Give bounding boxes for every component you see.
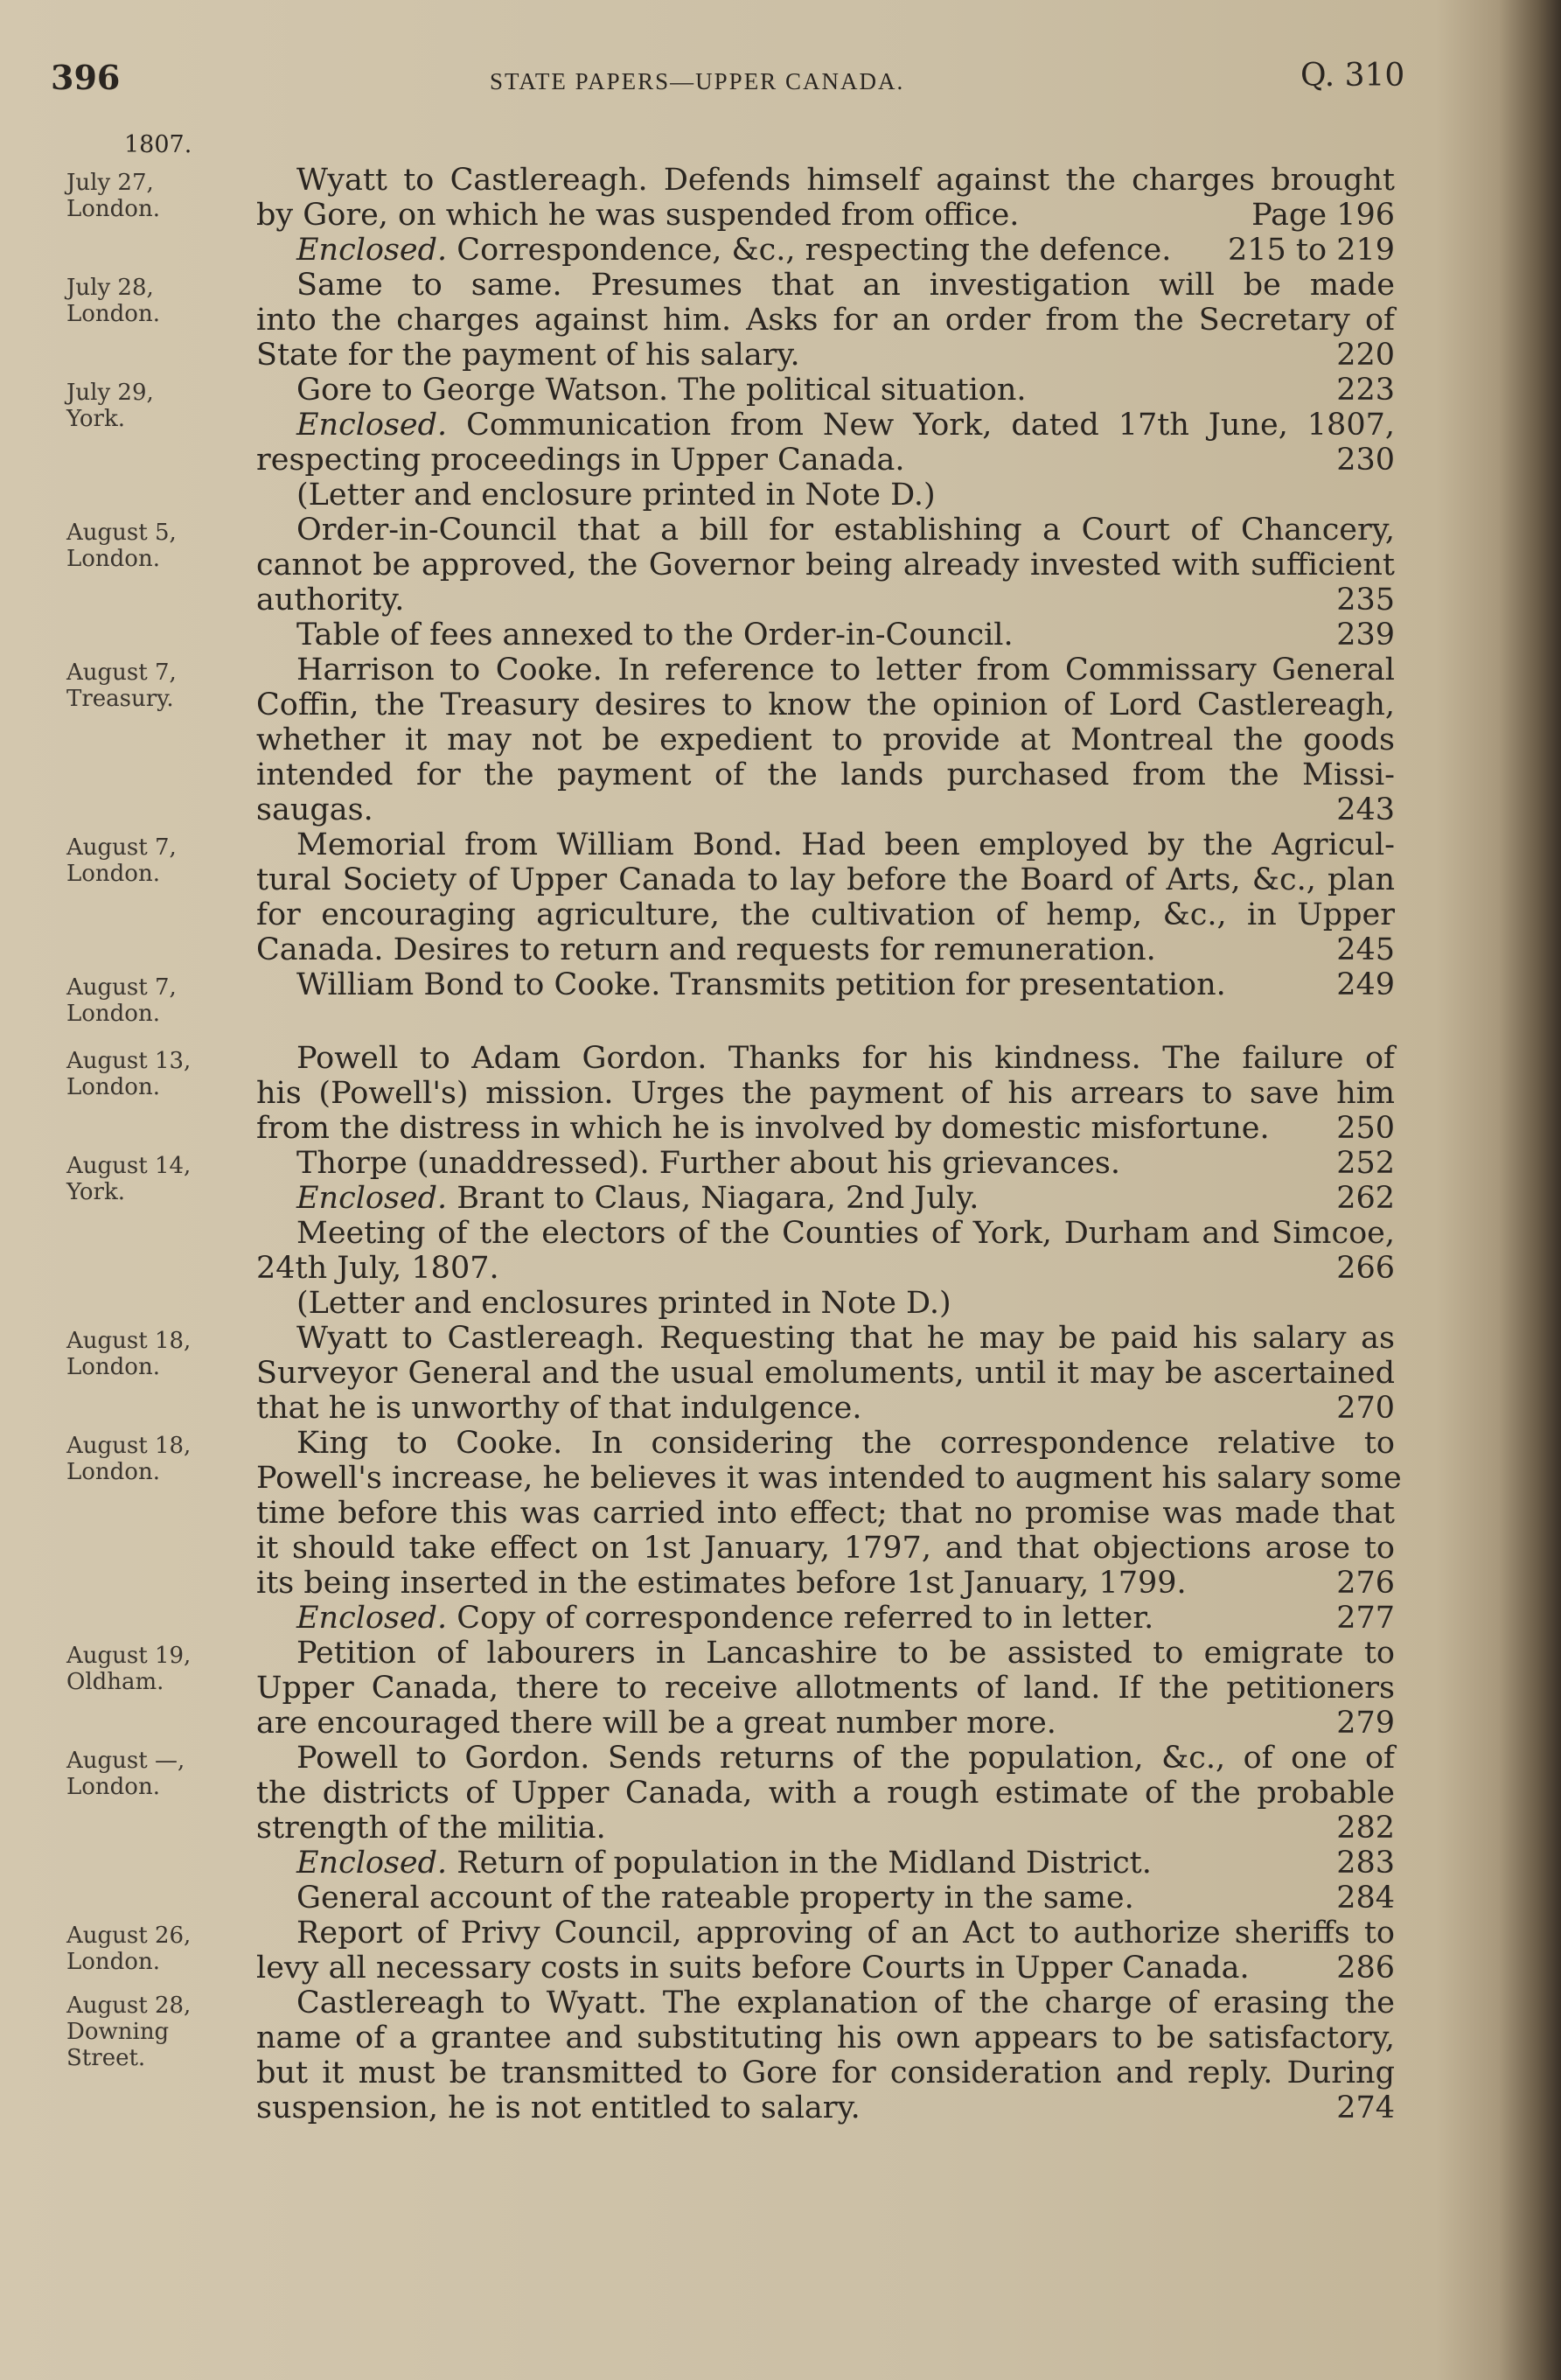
entry-date-place xyxy=(66,1328,228,1380)
entry-text xyxy=(256,1741,1395,1916)
text-line: Memorial from William Bond. Had been employed by the Agricul- xyxy=(296,827,1395,862)
text-line: by Gore, on which he was suspended from office. Page 196 xyxy=(256,198,1395,233)
entry-text xyxy=(256,1321,1395,1426)
page-reference: 220 xyxy=(1336,338,1395,373)
entry-date: August 19, xyxy=(66,1643,192,1669)
text-line: Gore to George Watson. The political situation. 223 xyxy=(296,373,1395,408)
calendar-entry xyxy=(0,1041,1561,1146)
entry-date: July 27, xyxy=(66,170,154,196)
text-line: Upper Canada, there to receive allotments of land. If the petitioners xyxy=(256,1671,1395,1706)
enclosed-label: Enclosed. xyxy=(296,233,448,268)
enclosed-label: Enclosed. xyxy=(296,408,448,443)
page-reference: 252 xyxy=(1336,1146,1395,1181)
entry-place: London. xyxy=(66,301,160,327)
entry-date-place xyxy=(66,834,228,887)
entry-place: London. xyxy=(66,546,160,572)
text-line: cannot be approved, the Governor being already invested with sufficient xyxy=(256,548,1395,583)
page-number: 396 xyxy=(51,58,121,97)
entry-text xyxy=(256,1636,1395,1741)
text-line: respecting proceedings in Upper Canada. 230 xyxy=(256,443,1395,478)
entry-place: London. xyxy=(66,1774,160,1800)
entry-place: London. xyxy=(66,861,160,887)
entry-date: August 18, xyxy=(66,1328,192,1354)
page-reference: 276 xyxy=(1336,1566,1395,1601)
text-line: (Letter and enclosures printed in Note D.) xyxy=(296,1286,951,1321)
text-line: for encouraging agriculture, the cultivation of hemp, &c., in Upper xyxy=(256,897,1395,932)
entry-text xyxy=(256,163,1395,268)
text-line: Enclosed. Correspondence, &c., respecting the defence. 215 to 219 xyxy=(296,233,1395,268)
entry-place: London. xyxy=(66,1354,160,1380)
entry-text xyxy=(256,827,1395,967)
text-line: its being inserted in the estimates before 1st January, 1799. 276 xyxy=(256,1566,1395,1601)
running-head: STATE PAPERS—UPPER CANADA. xyxy=(490,68,905,94)
entry-date: August 18, xyxy=(66,1433,192,1459)
entry-text xyxy=(256,653,1395,827)
calendar-entry xyxy=(0,1986,1561,2125)
text-line: Order-in-Council that a bill for establishing a Court of Chancery, xyxy=(296,513,1395,548)
document-reference: Q. 310 xyxy=(1300,58,1405,94)
entry-date-place xyxy=(66,1048,228,1100)
calendar-entry xyxy=(0,1426,1561,1636)
text-line: 24th July, 1807. 266 xyxy=(256,1251,1395,1286)
entry-date: July 29, xyxy=(66,380,154,406)
entry-date-place xyxy=(66,974,228,1027)
text-line: Wyatt to Castlereagh. Defends himself against the charges brought xyxy=(296,163,1395,198)
entry-date-place xyxy=(66,1643,228,1695)
entry-date-place xyxy=(66,1993,228,2071)
enclosed-label: Enclosed. xyxy=(296,1846,448,1881)
page-reference: 283 xyxy=(1336,1846,1395,1881)
calendar-entry xyxy=(0,1916,1561,1986)
entry-date-place xyxy=(66,380,228,432)
entry-text xyxy=(256,1041,1395,1146)
entry-text xyxy=(256,1986,1395,2125)
entry-place: Downing Street. xyxy=(66,2019,170,2071)
text-line: saugas. 243 xyxy=(256,792,1395,827)
entry-date: August 7, xyxy=(66,834,177,861)
entry-date-place xyxy=(66,1748,228,1800)
page-reference: 266 xyxy=(1336,1251,1395,1286)
text-line: Enclosed. Copy of correspondence referred to in letter. 277 xyxy=(296,1601,1395,1636)
text-line: Harrison to Cooke. In reference to letter from Commissary General xyxy=(296,653,1395,687)
entry-place: London. xyxy=(66,196,160,222)
text-line: strength of the militia. 282 xyxy=(256,1811,1395,1846)
entry-place: York. xyxy=(66,1179,126,1205)
entry-date-place xyxy=(66,660,228,712)
entry-date: August 7, xyxy=(66,974,177,1001)
page-reference: 279 xyxy=(1336,1706,1395,1741)
text-line: but it must be transmitted to Gore for consideration and reply. During xyxy=(256,2055,1395,2090)
text-line: Castlereagh to Wyatt. The explanation of the charge of erasing the xyxy=(296,1986,1395,2021)
text-line: intended for the payment of the lands purchased from the Missi- xyxy=(256,757,1395,792)
entry-text xyxy=(256,1426,1402,1636)
page-reference: 223 xyxy=(1336,373,1395,408)
entry-gap xyxy=(0,1002,1561,1041)
entry-date-place xyxy=(66,170,228,222)
text-line: Powell's increase, he believes it was intended to augment his salary some xyxy=(256,1461,1402,1496)
page-reference: 235 xyxy=(1336,583,1395,618)
text-line: it should take effect on 1st January, 1797, and that objections arose to xyxy=(256,1531,1395,1566)
entry-date-place xyxy=(66,275,228,327)
enclosed-label: Enclosed. xyxy=(296,1601,448,1636)
page-reference: 270 xyxy=(1336,1391,1395,1426)
text-line: into the charges against him. Asks for an order from the Secretary of xyxy=(256,303,1395,338)
text-line: Enclosed. Return of population in the Midland District. 283 xyxy=(296,1846,1395,1881)
text-line: authority. 235 xyxy=(256,583,1395,618)
entry-date: August 5, xyxy=(66,520,177,546)
calendar-entry xyxy=(0,268,1561,373)
text-line: Canada. Desires to return and requests for remuneration. 245 xyxy=(256,932,1395,967)
text-line: Powell to Gordon. Sends returns of the population, &c., of one of xyxy=(296,1741,1395,1776)
page-reference: Page 196 xyxy=(1251,198,1395,233)
entry-text xyxy=(256,1916,1395,1986)
page-reference: 215 to 219 xyxy=(1228,233,1395,268)
entry-date: August 28, xyxy=(66,1993,192,2019)
entry-date-place xyxy=(66,1923,228,1975)
entry-date: August —, xyxy=(66,1748,185,1774)
entry-date: July 28, xyxy=(66,275,154,301)
entry-date: August 26, xyxy=(66,1923,192,1949)
enclosed-label: Enclosed. xyxy=(296,1181,448,1216)
entry-place: London. xyxy=(66,1949,160,1975)
text-line: Surveyor General and the usual emoluments, until it may be ascertained xyxy=(256,1356,1395,1391)
text-line: from the distress in which he is involved by domestic misfortune. 250 xyxy=(256,1111,1395,1146)
page-reference: 262 xyxy=(1336,1181,1395,1216)
page-reference: 282 xyxy=(1336,1811,1395,1846)
text-line: Wyatt to Castlereagh. Requesting that he may be paid his salary as xyxy=(296,1321,1395,1356)
entry-place: London. xyxy=(66,1074,160,1100)
entry-place: London. xyxy=(66,1001,160,1027)
page-header xyxy=(0,58,1561,110)
text-line: time before this was carried into effect; that no promise was made that xyxy=(256,1496,1395,1531)
text-line: tural Society of Upper Canada to lay before the Board of Arts, &c., plan xyxy=(256,862,1395,897)
text-line: Enclosed. Communication from New York, dated 17th June, 1807, xyxy=(296,408,1395,443)
page-reference: 230 xyxy=(1336,443,1395,478)
text-line: Coffin, the Treasury desires to know the opinion of Lord Castlereagh, xyxy=(256,687,1395,722)
text-line: State for the payment of his salary. 220 xyxy=(256,338,1395,373)
calendar-entry xyxy=(0,1146,1561,1321)
entry-date-place xyxy=(66,1433,228,1485)
entry-text xyxy=(256,513,1395,653)
text-line: General account of the rateable property in the same. 284 xyxy=(296,1881,1395,1916)
text-line: the districts of Upper Canada, with a rough estimate of the probable xyxy=(256,1776,1395,1811)
text-line: King to Cooke. In considering the correspondence relative to xyxy=(296,1426,1395,1461)
text-line: Petition of labourers in Lancashire to be assisted to emigrate to xyxy=(296,1636,1395,1671)
entry-text xyxy=(256,1146,1395,1321)
text-line: Enclosed. Brant to Claus, Niagara, 2nd July. 262 xyxy=(296,1181,1395,1216)
text-line: whether it may not be expedient to provide at Montreal the goods xyxy=(256,722,1395,757)
text-line: are encouraged there will be a great number more. 279 xyxy=(256,1706,1395,1741)
page-reference: 286 xyxy=(1336,1951,1395,1986)
text-line: suspension, he is not entitled to salary. 274 xyxy=(256,2090,1395,2125)
calendar-entry xyxy=(0,1321,1561,1426)
page-reference: 250 xyxy=(1336,1111,1395,1146)
calendar-entry xyxy=(0,1741,1561,1916)
page-reference: 274 xyxy=(1336,2090,1395,2125)
entry-date: August 13, xyxy=(66,1048,192,1074)
text-line: Report of Privy Council, approving of an Act to authorize sheriffs to xyxy=(296,1916,1395,1951)
entry-date-place xyxy=(66,1153,228,1205)
page-reference: 243 xyxy=(1336,792,1395,827)
page-reference: 245 xyxy=(1336,932,1395,967)
calendar-entries xyxy=(0,163,1561,2125)
calendar-entry xyxy=(0,1636,1561,1741)
calendar-entry xyxy=(0,163,1561,268)
entry-text xyxy=(256,967,1395,1002)
page-reference: 239 xyxy=(1336,618,1395,653)
entry-place: Oldham. xyxy=(66,1669,164,1695)
page-reference: 249 xyxy=(1336,967,1395,1002)
entry-text xyxy=(256,268,1395,373)
text-line: his (Powell's) mission. Urges the payment of his arrears to save him xyxy=(256,1076,1395,1111)
entry-text xyxy=(256,373,1395,513)
text-line: name of a grantee and substituting his own appears to be satisfactory, xyxy=(256,2021,1395,2055)
text-line: Powell to Adam Gordon. Thanks for his kindness. The failure of xyxy=(296,1041,1395,1076)
calendar-entry xyxy=(0,513,1561,653)
calendar-entry xyxy=(0,967,1561,1027)
text-line: Meeting of the electors of the Counties of York, Durham and Simcoe, xyxy=(296,1216,1395,1251)
entry-date-place xyxy=(66,520,228,572)
entry-place: York. xyxy=(66,406,126,432)
text-line: Thorpe (unaddressed). Further about his grievances. 252 xyxy=(296,1146,1395,1181)
entry-place: London. xyxy=(66,1459,160,1485)
page-reference: 284 xyxy=(1336,1881,1395,1916)
entry-place: Treasury. xyxy=(66,686,174,712)
text-line: (Letter and enclosure printed in Note D.) xyxy=(296,478,936,513)
calendar-entry xyxy=(0,373,1561,513)
calendar-entry xyxy=(0,653,1561,827)
text-line: levy all necessary costs in suits before Courts in Upper Canada. 286 xyxy=(256,1951,1395,1986)
entry-date: August 7, xyxy=(66,660,177,686)
text-line: Same to same. Presumes that an investigation will be made xyxy=(296,268,1395,303)
text-line: that he is unworthy of that indulgence. 270 xyxy=(256,1391,1395,1426)
text-line: William Bond to Cooke. Transmits petition for presentation. 249 xyxy=(296,967,1395,1002)
calendar-entry xyxy=(0,827,1561,967)
page-reference: 277 xyxy=(1336,1601,1395,1636)
entry-date: August 14, xyxy=(66,1153,192,1179)
text-line: Table of fees annexed to the Order-in-Council. 239 xyxy=(296,618,1395,653)
year-heading: 1807. xyxy=(124,131,192,158)
